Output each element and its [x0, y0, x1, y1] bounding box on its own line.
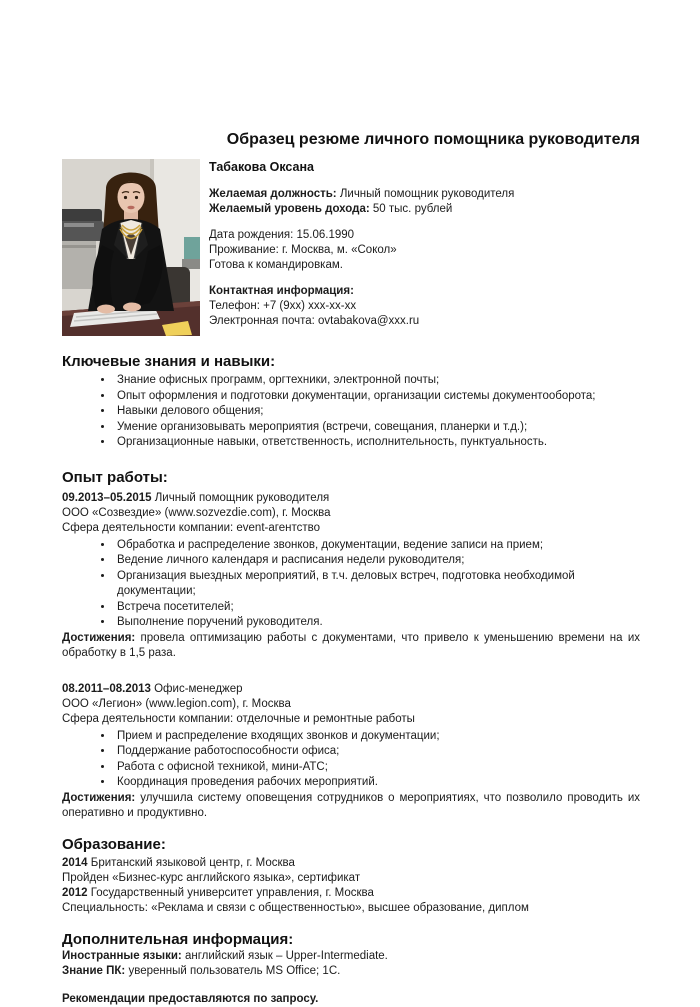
desired-income-label: Желаемый уровень дохода:: [209, 203, 370, 215]
duty-item: • Ведение личного календаря и расписания недели руководителя;: [114, 553, 640, 569]
duty-item: • Организация выездных мероприятий, в т.ч. деловых встреч, подготовка необходимой документации;: [114, 569, 640, 600]
candidate-name: Табакова Оксана: [209, 160, 314, 174]
skills-section: [62, 352, 640, 451]
duty-item: • Координация проведения рабочих мероприятий.: [114, 775, 640, 791]
references-note: Рекомендации предоставляются по запросу.: [62, 992, 319, 1005]
education-text: Британский языковой центр, г. Москва: [90, 856, 295, 869]
education-text: Специальность: «Реклама и связи с общественностью», высшее образование, диплом: [62, 901, 529, 914]
education-entry: [62, 886, 640, 901]
job-entry: [62, 682, 640, 821]
achievements-label: Достижения:: [62, 791, 136, 804]
personal-info: [200, 159, 514, 336]
duty-item: • Работа с офисной техникой, мини-АТС;: [114, 760, 640, 776]
experience-heading: Опыт работы:: [62, 468, 168, 486]
pc-skills-value: уверенный пользователь MS Office; 1С.: [128, 964, 341, 977]
job-field: Сфера деятельности компании: event-агентство: [62, 521, 320, 534]
phone: Телефон: +7 (9хх) ххх-хх-хх: [209, 300, 357, 312]
education-text: Пройден «Бизнес-курс английского языка», сертификат: [62, 871, 361, 884]
skills-heading: Ключевые знания и навыки:: [62, 353, 276, 370]
desired-position: [209, 187, 514, 202]
job-period: 08.2011–08.2013: [62, 682, 151, 695]
job-title-line: [62, 682, 640, 697]
duty-item: • Поддержание работоспособности офиса;: [114, 744, 640, 760]
job-duties-list: [62, 729, 640, 791]
desired-income: [209, 202, 514, 217]
education-entry: [62, 901, 640, 916]
residence: Проживание: г. Москва, м. «Сокол»: [209, 244, 397, 256]
education-section: [62, 835, 640, 916]
job-company: ООО «Легион» (www.legion.com), г. Москва: [62, 697, 291, 710]
additional-section: [62, 930, 640, 1007]
duty-item: • Прием и распределение входящих звонков и документации;: [114, 729, 640, 745]
email: Электронная почта: ovtabakova@xxx.ru: [209, 315, 420, 327]
pc-skills-label: Знание ПК:: [62, 964, 126, 977]
skill-item: • Навыки делового общения;: [114, 404, 640, 420]
job-position: Офис-менеджер: [154, 682, 243, 695]
job-duties-list: [62, 538, 640, 631]
education-list: [62, 856, 640, 916]
job-title-line: [62, 491, 640, 506]
candidate-photo-illustration: [62, 159, 200, 336]
skill-item: • Опыт оформления и подготовки документации, организации системы документооборота;: [114, 389, 640, 405]
experience-section: [62, 468, 640, 821]
duty-item: • Выполнение поручений руководителя.: [114, 615, 640, 631]
skills-list: [62, 373, 640, 451]
achievements-text: улучшила систему оповещения сотрудников о мероприятиях, что позволило проводить их оперативно и продуктивно.: [62, 791, 640, 819]
skill-item: • Умение организовывать мероприятия (встречи, совещания, планерки и т.д.);: [114, 420, 640, 436]
education-year: 2012: [62, 886, 88, 899]
education-heading: Образование:: [62, 835, 166, 853]
desired-income-value: 50 тыс. рублей: [372, 203, 453, 215]
job-achievements: [62, 631, 640, 661]
education-year: 2014: [62, 856, 88, 869]
job-achievements: [62, 791, 640, 821]
languages-line: [62, 949, 640, 964]
education-entry: [62, 856, 640, 871]
languages-label: Иностранные языки:: [62, 949, 182, 962]
header-section: [62, 159, 640, 336]
desired-position-value: Личный помощник руководителя: [339, 188, 515, 200]
additional-heading: Дополнительная информация:: [62, 930, 294, 948]
birth-date: Дата рождения: 15.06.1990: [209, 229, 355, 241]
job-field: Сфера деятельности компании: отделочные и ремонтные работы: [62, 712, 415, 725]
contacts-heading: Контактная информация:: [209, 285, 354, 297]
education-entry: [62, 871, 640, 886]
business-trips: Готова к командировкам.: [209, 259, 343, 271]
duty-item: • Встреча посетителей;: [114, 600, 640, 616]
languages-value: английский язык – Upper-Intermediate.: [184, 949, 388, 962]
achievements-label: Достижения:: [62, 631, 136, 644]
skill-item: • Знание офисных программ, оргтехники, электронной почты;: [114, 373, 640, 389]
education-text: Государственный университет управления, г. Москва: [90, 886, 374, 899]
document-title: Образец резюме личного помощника руководителя: [226, 131, 640, 148]
job-position: Личный помощник руководителя: [154, 491, 330, 504]
job-company: ООО «Созвездие» (www.sozvezdie.com), г. Москва: [62, 506, 331, 519]
candidate-photo: [62, 159, 200, 336]
pc-skills-line: [62, 964, 640, 979]
duty-item: • Обработка и распределение звонков, документации, ведение записи на прием;: [114, 538, 640, 554]
job-entry: [62, 491, 640, 661]
skill-item: • Организационные навыки, ответственность, исполнительность, пунктуальность.: [114, 435, 640, 451]
achievements-text: провела оптимизацию работы с документами, что привело к уменьшению времени на их обработку в 1,5 раза.: [62, 631, 640, 659]
job-period: 09.2013–05.2015: [62, 491, 152, 504]
desired-position-label: Желаемая должность:: [209, 188, 337, 200]
